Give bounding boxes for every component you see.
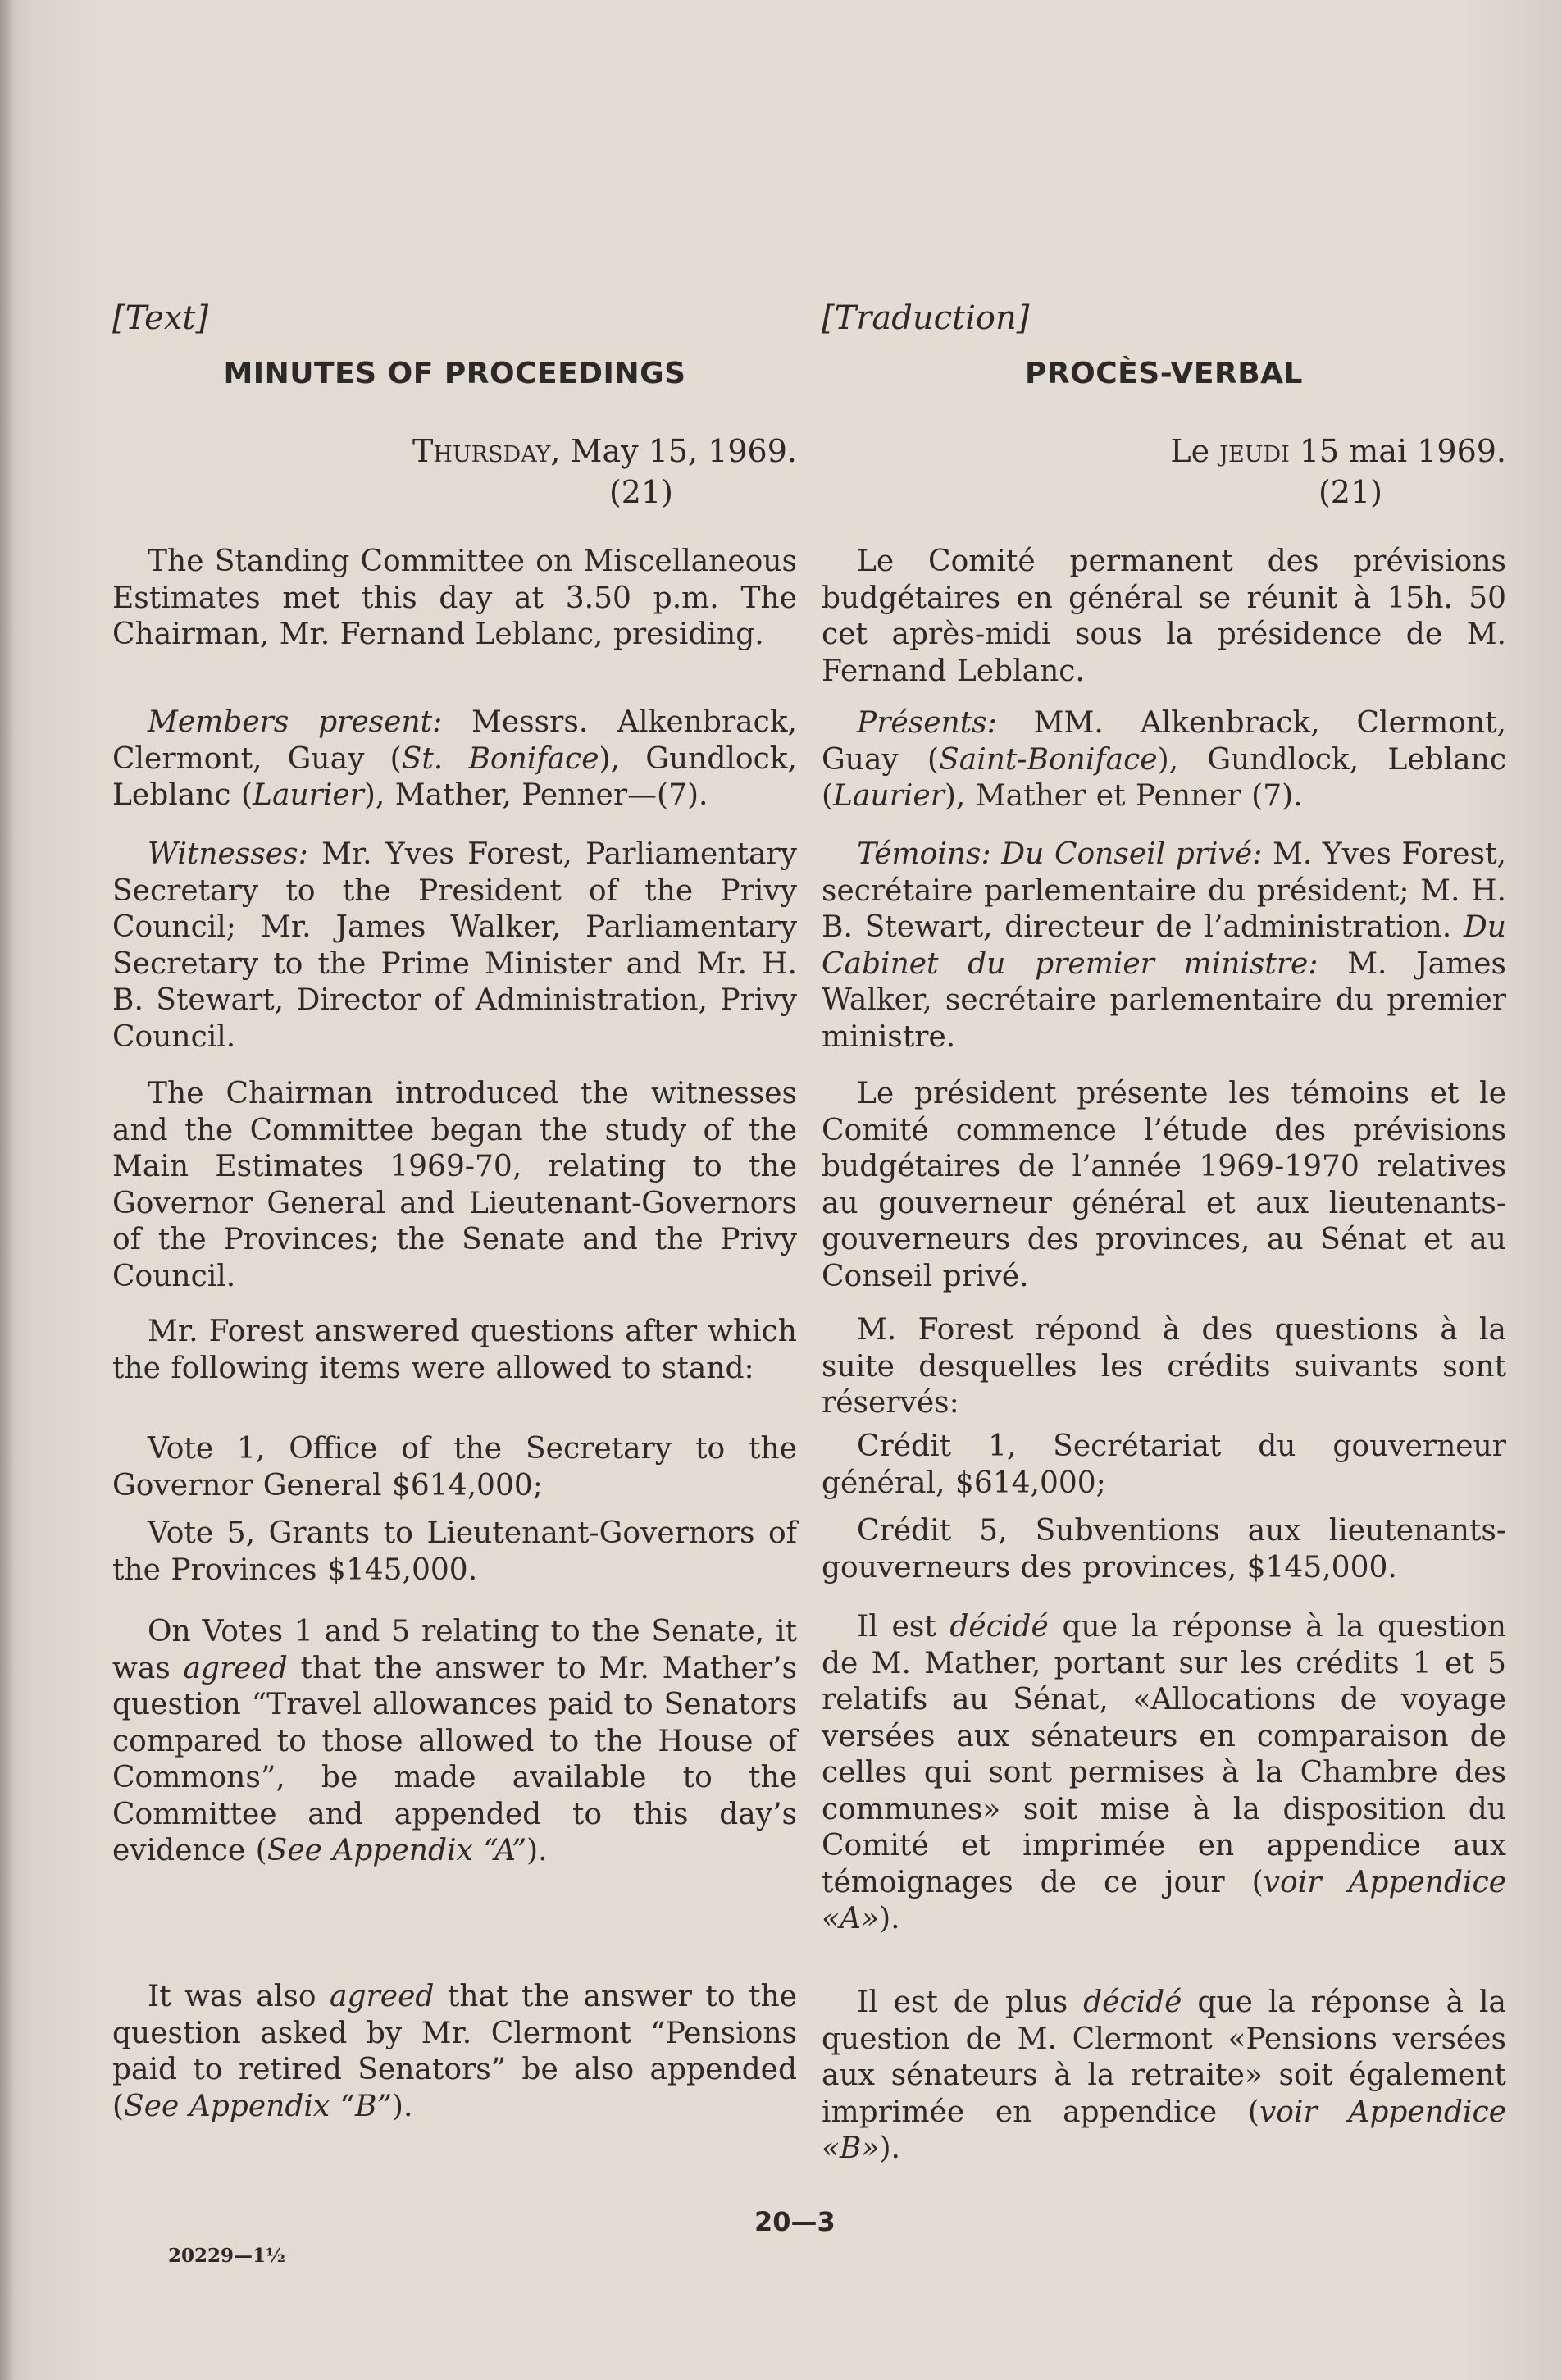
proces-verbal-heading: PROCÈS-VERBAL xyxy=(1025,357,1303,390)
witnesses-paragraph: Witnesses: Mr. Yves Forest, Parliamentary Secretary to the President of the Privy Council; Mr. James Walker, Parliamentary Secretary to the Prime Minister and Mr. H. B. Stewart, Director of Administration, Privy Council. xyxy=(112,837,797,1054)
intro-paragraph-fr: Le président présente les témoins et le Comité commence l’étude des prévisions budgétaires de l’année 1969-1970 relatives au gouverneur général et aux lieutenants-gouverneurs des provinces, au Sénat et au Conseil privé. xyxy=(822,1077,1506,1293)
traduction-tag: [Traduction] xyxy=(822,299,1030,337)
meeting-number-fr: (21) xyxy=(1318,474,1382,510)
print-code: 20229—1½ xyxy=(168,2245,286,2267)
members-paragraph: Members present: Messrs. Alkenbrack, Clermont, Guay (St. Boniface), Gundlock, Leblanc (Laurier), Mather, Penner—(7). xyxy=(112,705,797,812)
intro-paragraph: The Chairman introduced the witnesses and the Committee began the study of the Main Estimates 1969-70, relating to the Governor General and Lieutenant-Governors of the Provinces; the Senate and the Privy Council. xyxy=(112,1077,797,1293)
vote-5-item-fr: Crédit 5, Subventions aux lieutenants-gouverneurs des provinces, $145,000. xyxy=(822,1514,1506,1584)
page-edge-shadow xyxy=(0,0,15,2380)
minutes-heading: MINUTES OF PROCEEDINGS xyxy=(223,357,686,390)
page-number: 20—3 xyxy=(754,2206,836,2237)
also-decide-paragraph-fr: Il est de plus décidé que la réponse à la question de M. Clermont «Pensions versées aux sénateurs à la retraite» soit également imprimée en appendice (voir Appendice «B»). xyxy=(822,1986,1506,2165)
forest-paragraph-fr: M. Forest répond à des questions à la suite desquelles les crédits suivants sont réservés: xyxy=(822,1313,1506,1420)
meeting-number: (21) xyxy=(608,474,673,510)
dateline-day-fr: jeudi xyxy=(1219,433,1290,469)
also-agreed-paragraph: It was also agreed that the answer to the question asked by Mr. Clermont “Pensions paid to retired Senators” be also appended (See Appendix “B”). xyxy=(112,1980,797,2123)
meeting-paragraph-fr: Le Comité permanent des prévisions budgétaires en général se réunit à 15h. 50 cet après-midi sous la présidence de M. Fernand Leblanc. xyxy=(822,545,1506,688)
votes-decide-paragraph-fr: Il est décidé que la réponse à la question de M. Mather, portant sur les crédits 1 et 5 relatifs au Sénat, «Allocations de voyage versées aux sénateurs en comparaison de celles qui sont permises à la Chambre des communes» soit mise à la disposition du Comité et imprimée en appendice aux témoignages de ce jour (voir Appendice «A»). xyxy=(822,1610,1506,1935)
dateline-date-fr: 15 mai 1969. xyxy=(1299,433,1506,469)
votes-agreed-paragraph: On Votes 1 and 5 relating to the Senate, it was agreed that the answer to Mr. Mather’s question “Travel allowances paid to Senators compared to those allowed to the House of Commons”, be made available to the Committee and appended to this day’s evidence (See Appendix “A”). xyxy=(112,1615,797,1867)
members-paragraph-fr: Présents: MM. Alkenbrack, Clermont, Guay (Saint-Boniface), Gundlock, Leblanc (Laurier), Mather et Penner (7). xyxy=(822,706,1506,813)
dateline-day: Thursday, xyxy=(412,433,561,469)
text-tag: [Text] xyxy=(112,299,209,337)
vote-5-item: Vote 5, Grants to Lieutenant-Governors of the Provinces $145,000. xyxy=(112,1516,797,1587)
dateline xyxy=(412,433,797,469)
forest-paragraph: Mr. Forest answered questions after which the following items were allowed to stand: xyxy=(112,1315,797,1385)
meeting-paragraph: The Standing Committee on Miscellaneous Estimates met this day at 3.50 p.m. The Chairman, Mr. Fernand Leblanc, presiding. xyxy=(112,545,797,651)
vote-1-item: Vote 1, Office of the Secretary to the Governor General $614,000; xyxy=(112,1432,797,1502)
dateline-date: May 15, 1969. xyxy=(570,433,797,469)
witnesses-paragraph-fr: Témoins: Du Conseil privé: M. Yves Forest, secrétaire parlementaire du président; M. H. B. Stewart, directeur de l’administration. Du Cabinet du premier ministre: M. James Walker, secrétaire parlementaire du premier ministre. xyxy=(822,837,1506,1054)
dateline-fr: Le jeudi 15 mai 1969. xyxy=(1170,433,1506,469)
vote-1-item-fr: Crédit 1, Secrétariat du gouverneur général, $614,000; xyxy=(822,1429,1506,1500)
